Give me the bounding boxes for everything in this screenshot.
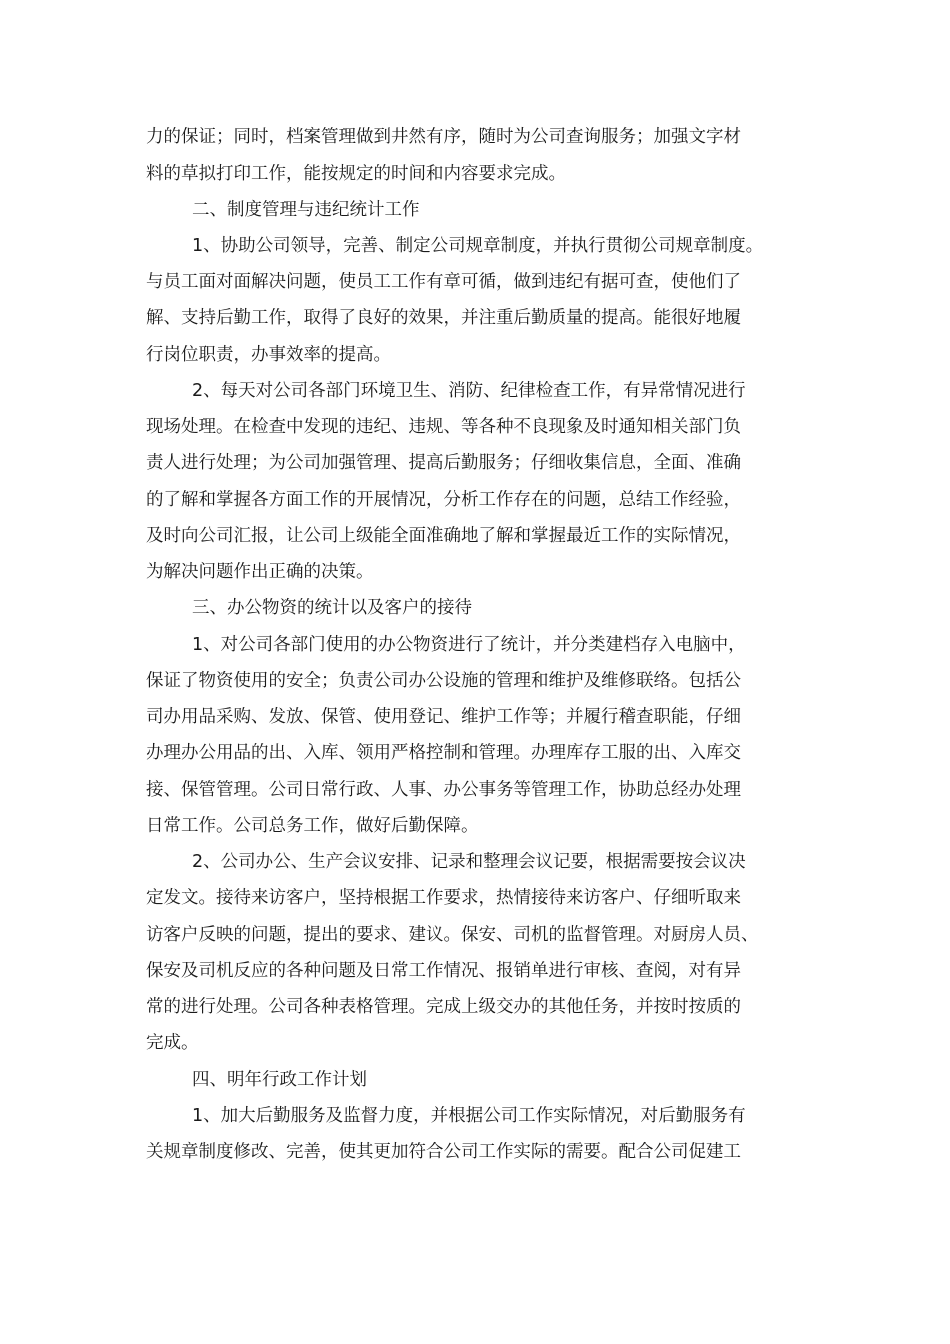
text-line: 1、加大后勤服务及监督力度，并根据公司工作实际情况，对后勤服务有 [192, 1106, 746, 1126]
text-line: 为解决问题作出正确的决策。 [146, 562, 374, 582]
text-line: 解、支持后勤工作，取得了良好的效果，并注重后勤质量的提高。能很好地履 [146, 308, 741, 328]
text-line: 关规章制度修改、完善，使其更加符合公司工作实际的需要。配合公司促建工 [146, 1142, 741, 1162]
text-line: 访客户反映的问题，提出的要求、建议。保安、司机的监督管理。对厨房人员、 [146, 925, 759, 945]
text-line: 及时向公司汇报，让公司上级能全面准确地了解和掌握最近工作的实际情况， [146, 526, 741, 546]
text-line: 保安及司机反应的各种问题及日常工作情况、报销单进行审核、查阅，对有异 [146, 961, 741, 981]
text-line: 责人进行处理；为公司加强管理、提高后勤服务；仔细收集信息，全面、准确 [146, 453, 741, 473]
text-line: 行岗位职责，办事效率的提高。 [146, 345, 391, 365]
text-line: 的了解和掌握各方面工作的开展情况，分析工作存在的问题，总结工作经验， [146, 490, 741, 510]
section-heading: 三、办公物资的统计以及客户的接待 [192, 598, 472, 618]
text-line: 完成。 [146, 1033, 199, 1053]
text-line: 保证了物资使用的安全；负责公司办公设施的管理和维护及维修联络。包括公 [146, 671, 741, 691]
section-heading: 四、明年行政工作计划 [192, 1070, 367, 1090]
text-line: 办理办公用品的出、入库、领用严格控制和管理。办理库存工服的出、入库交 [146, 743, 741, 763]
text-line: 力的保证；同时，档案管理做到井然有序，随时为公司查询服务；加强文字材 [146, 127, 741, 147]
text-line: 日常工作。公司总务工作，做好后勤保障。 [146, 816, 479, 836]
text-line: 2、公司办公、生产会议安排、记录和整理会议记要，根据需要按会议决 [192, 852, 746, 872]
section-heading: 二、制度管理与违纪统计工作 [192, 200, 420, 220]
text-line: 料的草拟打印工作，能按规定的时间和内容要求完成。 [146, 164, 566, 184]
text-line: 常的进行处理。公司各种表格管理。完成上级交办的其他任务，并按时按质的 [146, 997, 741, 1017]
text-line: 2、每天对公司各部门环境卫生、消防、纪律检查工作，有异常情况进行 [192, 381, 746, 401]
text-line: 现场处理。在检查中发现的违纪、违规、等各种不良现象及时通知相关部门负 [146, 417, 741, 437]
text-line: 1、对公司各部门使用的办公物资进行了统计，并分类建档存入电脑中， [192, 635, 746, 655]
text-line: 1、协助公司领导，完善、制定公司规章制度，并执行贯彻公司规章制度。 [192, 236, 764, 256]
text-line: 司办用品采购、发放、保管、使用登记、维护工作等；并履行稽查职能，仔细 [146, 707, 741, 727]
text-line: 与员工面对面解决问题，使员工工作有章可循，做到违纪有据可查，使他们了 [146, 272, 741, 292]
text-line: 定发文。接待来访客户，坚持根据工作要求，热情接待来访客户、仔细听取来 [146, 888, 741, 908]
text-line: 接、保管管理。公司日常行政、人事、办公事务等管理工作，协助总经办处理 [146, 780, 741, 800]
